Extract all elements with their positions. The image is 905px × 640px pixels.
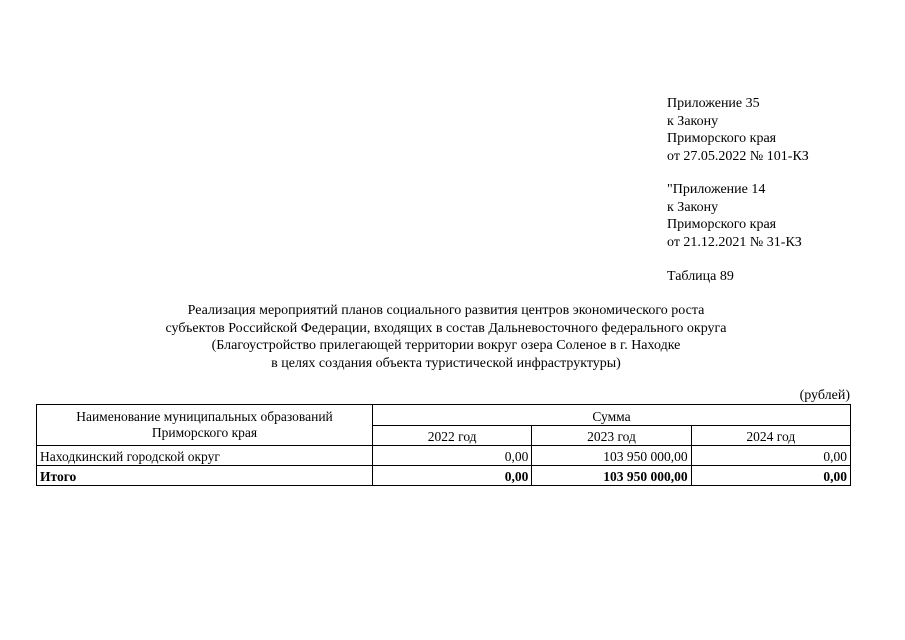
unit-label: (рублей) (799, 388, 850, 403)
row-value: 0,00 (373, 446, 532, 466)
header-municipality: Наименование муниципальных образований Приморского края (37, 405, 373, 446)
header-sum: Сумма (373, 405, 851, 426)
appendix-current-line: Приморского края (667, 131, 777, 146)
appendix-current (667, 95, 809, 165)
appendix-amended-line: от 21.12.2021 № 31-КЗ (667, 234, 802, 250)
header-year: 2022 год (373, 426, 532, 446)
row-name: Находкинский городской округ (37, 446, 373, 466)
total-name: Итого (37, 466, 373, 486)
header-year: 2023 год (532, 426, 691, 446)
appendix-amended-line: Приморского края (667, 217, 777, 232)
title-line: (Благоустройство прилегающей территории вокруг озера Соленое в г. Находке (211, 338, 681, 353)
appendix-current-line: к Закону (667, 113, 719, 129)
appendix-amended-line: к Закону (667, 199, 719, 215)
appendix-current-line: от 27.05.2022 № 101-КЗ (667, 148, 809, 164)
table-number: Таблица 89 (667, 269, 734, 284)
appendix-amended (667, 181, 802, 251)
total-value: 0,00 (691, 466, 850, 486)
appendix-amended-line: "Приложение 14 (667, 182, 766, 197)
funding-table (36, 404, 851, 486)
total-value: 103 950 000,00 (532, 466, 691, 486)
table-row (37, 446, 851, 466)
document-title (40, 302, 852, 372)
header-year: 2024 год (691, 426, 850, 446)
row-value: 103 950 000,00 (532, 446, 691, 466)
total-row (37, 466, 851, 486)
total-value: 0,00 (373, 466, 532, 486)
title-line: субъектов Российской Федерации, входящих в состав Дальневосточного федерального округа (165, 320, 727, 336)
title-line: Реализация мероприятий планов социального развития центров экономического роста (187, 303, 705, 318)
appendix-current-line: Приложение 35 (667, 96, 760, 111)
row-value: 0,00 (691, 446, 850, 466)
title-line: в целях создания объекта туристической инфраструктуры) (271, 355, 621, 371)
